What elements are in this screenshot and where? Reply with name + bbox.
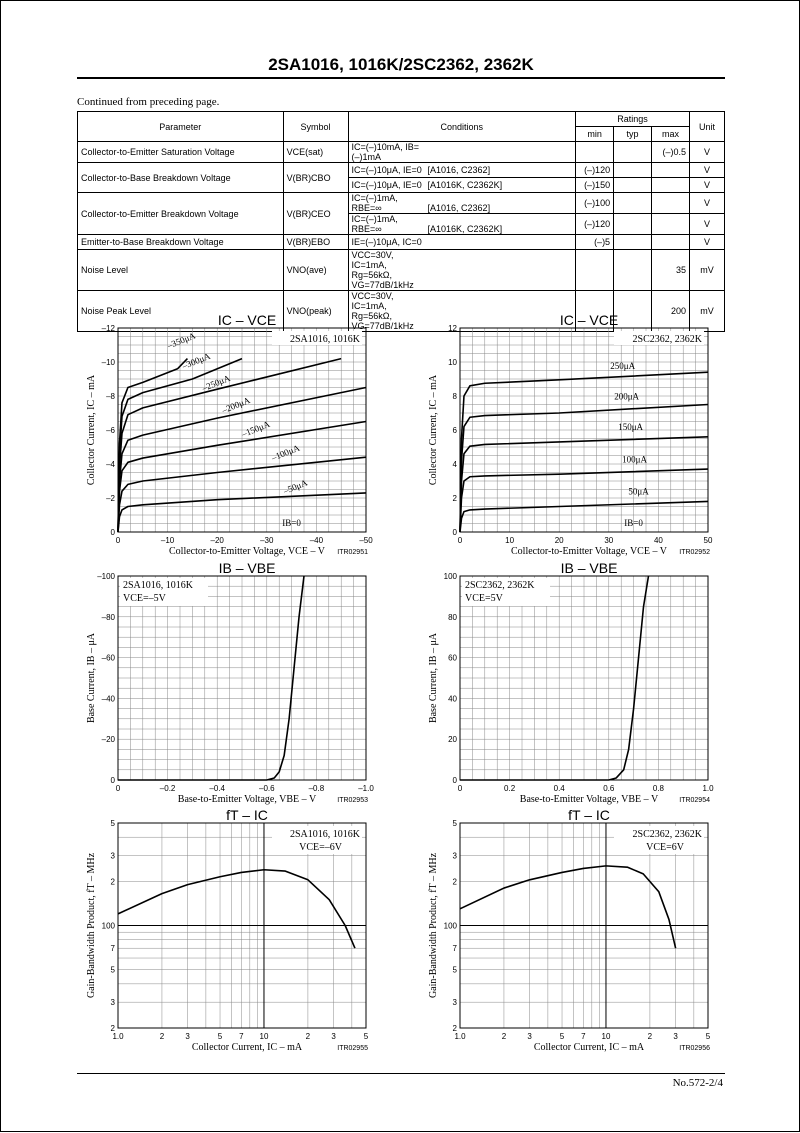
condition-text: IC=(–)10μA, IE=0 bbox=[351, 165, 422, 175]
y-tick-label: 5 bbox=[110, 819, 115, 828]
y-tick-label: –10 bbox=[101, 358, 115, 367]
x-tick-label: 7 bbox=[581, 1032, 586, 1041]
cell-min: (–)150 bbox=[576, 178, 614, 193]
x-axis-label: Base-to-Emitter Voltage, VBE – V bbox=[519, 794, 659, 805]
x-tick-label: 10 bbox=[601, 1032, 611, 1041]
condition-label: VCE=5V bbox=[465, 593, 503, 604]
y-tick-label: 0 bbox=[110, 528, 115, 537]
page-number: No.572-2/4 bbox=[672, 1077, 723, 1089]
x-tick-label: 1.0 bbox=[454, 1032, 466, 1041]
condition-part: [A1016, C2362] bbox=[427, 203, 491, 213]
y-tick-label: –80 bbox=[101, 612, 115, 622]
x-tick-label: 0.8 bbox=[652, 784, 664, 793]
condition-text: VCC=30V, IC=1mA, Rg=56kΩ, VG=77dB/1kHz bbox=[351, 250, 414, 290]
cell-parameter: Collector-to-Emitter Saturation Voltage bbox=[78, 142, 284, 163]
x-tick-label: 0.2 bbox=[504, 784, 516, 793]
col-header-min: min bbox=[576, 127, 614, 142]
x-tick-label: –50 bbox=[359, 536, 373, 545]
condition-text: IC=(–)1mA, RBE=∞ bbox=[351, 214, 398, 234]
col-header-ratings: Ratings bbox=[576, 112, 690, 127]
x-tick-label: 5 bbox=[217, 1032, 223, 1041]
figure-code: ITR02955 bbox=[337, 1045, 368, 1052]
x-axis-label: Collector-to-Emitter Voltage, VCE – V bbox=[511, 546, 667, 557]
y-tick-label: –8 bbox=[106, 392, 115, 401]
x-tick-label: 7 bbox=[239, 1032, 244, 1041]
x-tick-label: –20 bbox=[210, 536, 224, 545]
x-tick-label: 10 bbox=[505, 536, 515, 545]
y-tick-label: 8 bbox=[452, 392, 457, 401]
y-tick-label: 10 bbox=[448, 358, 457, 367]
y-tick-label: 5 bbox=[452, 819, 457, 828]
cell-unit: V bbox=[689, 163, 724, 178]
cell-max: 35 bbox=[652, 250, 690, 291]
y-tick-label: 2 bbox=[452, 1024, 457, 1033]
condition-label: VCE=–5V bbox=[123, 593, 166, 604]
series-label: –200μA bbox=[220, 394, 252, 416]
y-tick-label: –6 bbox=[106, 426, 115, 435]
cell-min: (–)120 bbox=[576, 214, 614, 235]
y-tick-label: 2 bbox=[452, 877, 457, 887]
y-tick-label: 7 bbox=[110, 944, 115, 954]
cell-unit: V bbox=[689, 214, 724, 235]
cell-max: 200 bbox=[652, 291, 690, 332]
cell-unit: V bbox=[689, 142, 724, 163]
y-tick-label: –60 bbox=[101, 653, 115, 663]
col-header-unit: Unit bbox=[689, 112, 724, 142]
y-tick-label: 40 bbox=[448, 694, 457, 704]
series-label: –100μA bbox=[270, 442, 301, 463]
chart-title: IB – VBE bbox=[218, 560, 276, 576]
x-tick-label: –0.4 bbox=[209, 784, 225, 793]
y-tick-label: 3 bbox=[452, 998, 457, 1008]
cell-parameter: Collector-to-Base Breakdown Voltage bbox=[78, 163, 284, 193]
condition-text: IC=(–)1mA, RBE=∞ bbox=[351, 193, 398, 213]
x-tick-label: 50 bbox=[703, 536, 713, 545]
y-axis-label: Collector Current, IC – mA bbox=[86, 374, 97, 486]
cell-symbol: VCE(sat) bbox=[283, 142, 348, 163]
x-axis-label: Collector-to-Emitter Voltage, VCE – V bbox=[169, 546, 325, 557]
chart-title: IC – VCE bbox=[217, 312, 277, 328]
cell-min: (–)100 bbox=[576, 193, 614, 214]
figure-code: ITR02954 bbox=[679, 797, 710, 804]
figure-code: ITR02951 bbox=[337, 549, 368, 556]
condition-text: IE=(–)10μA, IC=0 bbox=[351, 237, 422, 247]
cell-unit: mV bbox=[689, 250, 724, 291]
series-label: 200μA bbox=[614, 391, 640, 402]
x-tick-label: 0 bbox=[115, 536, 121, 545]
x-tick-label: 1.0 bbox=[112, 1032, 124, 1041]
condition-text: IC=(–)10mA, IB=(–)1mA bbox=[351, 142, 420, 162]
y-tick-label: –20 bbox=[101, 735, 115, 745]
x-tick-label: 30 bbox=[604, 536, 614, 545]
chart-title: IB – VBE bbox=[560, 560, 618, 576]
x-tick-label: 5 bbox=[705, 1032, 711, 1041]
series-label: –250μA bbox=[200, 372, 232, 394]
series-label: –150μA bbox=[240, 418, 272, 440]
series-label: 250μA bbox=[610, 360, 636, 371]
y-tick-label: 100 bbox=[101, 921, 115, 931]
y-tick-label: 100 bbox=[443, 572, 457, 581]
series-label: 50μA bbox=[628, 486, 649, 497]
x-tick-label: –0.2 bbox=[159, 784, 176, 793]
figure-code: ITR02956 bbox=[679, 1045, 710, 1052]
y-tick-label: 20 bbox=[448, 735, 457, 745]
base-current-label: IB=0 bbox=[282, 518, 301, 528]
footer-rule bbox=[77, 1073, 725, 1074]
cell-symbol: V(BR)CBO bbox=[283, 163, 348, 193]
y-tick-label: 2 bbox=[452, 494, 457, 503]
y-tick-label: 80 bbox=[448, 612, 457, 622]
y-axis-label: Base Current, IB – μA bbox=[428, 632, 439, 724]
series-label: –50μA bbox=[282, 477, 309, 497]
x-tick-label: –0.8 bbox=[308, 784, 325, 793]
col-header-conditions: Conditions bbox=[348, 112, 576, 142]
col-header-parameter: Parameter bbox=[78, 112, 284, 142]
cell-unit: V bbox=[689, 193, 724, 214]
y-tick-label: 0 bbox=[452, 528, 457, 537]
figure-code: ITR02952 bbox=[679, 549, 710, 556]
col-header-max: max bbox=[652, 127, 690, 142]
device-label: 2SC2362, 2362K bbox=[632, 334, 702, 345]
y-tick-label: 0 bbox=[110, 776, 115, 785]
cell-parameter: Emitter-to-Base Breakdown Voltage bbox=[78, 235, 284, 250]
y-tick-label: 6 bbox=[452, 426, 457, 435]
x-tick-label: 2 bbox=[647, 1032, 653, 1041]
cell-symbol: VNO(ave) bbox=[283, 250, 348, 291]
y-axis-label: Base Current, IB – μA bbox=[86, 632, 97, 724]
cell-unit: V bbox=[689, 178, 724, 193]
y-tick-label: 60 bbox=[448, 653, 457, 663]
y-axis-label: Gain-Bandwidth Product, fT – MHz bbox=[86, 852, 97, 999]
condition-label: VCE=–6V bbox=[299, 842, 342, 853]
series-label: –350μA bbox=[165, 330, 197, 351]
x-tick-label: 5 bbox=[363, 1032, 369, 1041]
x-tick-label: 0 bbox=[457, 784, 463, 793]
y-tick-label: 2 bbox=[110, 877, 115, 887]
x-tick-label: 20 bbox=[554, 536, 564, 545]
x-axis-label: Collector Current, IC – mA bbox=[533, 1042, 645, 1053]
x-tick-label: –30 bbox=[260, 536, 274, 545]
x-tick-label: 0.6 bbox=[603, 784, 615, 793]
cell-symbol: V(BR)CEO bbox=[283, 193, 348, 235]
y-tick-label: 3 bbox=[452, 851, 457, 861]
y-tick-label: 7 bbox=[452, 944, 457, 954]
device-label: 2SA1016, 1016K bbox=[289, 829, 360, 840]
x-tick-label: 40 bbox=[653, 536, 663, 545]
device-label: 2SA1016, 1016K bbox=[289, 334, 360, 345]
x-tick-label: 10 bbox=[259, 1032, 269, 1041]
x-tick-label: –40 bbox=[309, 536, 324, 545]
base-current-label: IB=0 bbox=[624, 518, 643, 528]
series-label: 150μA bbox=[618, 422, 644, 432]
col-header-symbol: Symbol bbox=[283, 112, 348, 142]
cell-min: (–)120 bbox=[576, 163, 614, 178]
cell-symbol: V(BR)EBO bbox=[283, 235, 348, 250]
y-tick-label: 5 bbox=[452, 965, 457, 975]
x-tick-label: –10 bbox=[160, 536, 175, 545]
y-tick-label: 12 bbox=[448, 324, 457, 333]
cell-unit: mV bbox=[689, 291, 724, 332]
series-label: –300μA bbox=[180, 350, 212, 372]
condition-text: VCC=30V, IC=1mA, Rg=56kΩ, VG=77dB/1kHz bbox=[351, 291, 414, 331]
cell-parameter: Noise Peak Level bbox=[78, 291, 284, 332]
chart-title: fT – IC bbox=[568, 807, 610, 823]
x-tick-label: 3 bbox=[331, 1032, 336, 1041]
y-tick-label: 0 bbox=[452, 776, 457, 785]
condition-label: VCE=6V bbox=[646, 842, 684, 853]
y-tick-label: 3 bbox=[110, 998, 115, 1008]
x-tick-label: 2 bbox=[159, 1032, 165, 1041]
condition-part: [A1016K, C2362K] bbox=[427, 224, 503, 234]
y-tick-label: –12 bbox=[101, 324, 115, 333]
figure-code: ITR02953 bbox=[337, 797, 368, 804]
y-axis-label: Collector Current, IC – mA bbox=[428, 374, 439, 486]
page-title: 2SA1016, 1016K/2SC2362, 2362K bbox=[268, 55, 534, 74]
x-axis-label: Collector Current, IC – mA bbox=[191, 1042, 303, 1053]
y-tick-label: –100 bbox=[97, 572, 115, 581]
condition-text: IC=(–)10μA, IE=0 bbox=[351, 180, 422, 190]
device-label: 2SC2362, 2362K bbox=[465, 580, 535, 591]
y-tick-label: –40 bbox=[101, 694, 115, 704]
condition-part: [A1016K, C2362K] bbox=[427, 180, 503, 190]
device-label: 2SA1016, 1016K bbox=[123, 580, 194, 591]
chart-title: IC – VCE bbox=[559, 312, 619, 328]
y-tick-label: –2 bbox=[106, 494, 115, 503]
x-tick-label: 3 bbox=[185, 1032, 190, 1041]
y-tick-label: –4 bbox=[106, 460, 115, 469]
series-label: 100μA bbox=[622, 454, 648, 465]
cell-unit: V bbox=[689, 235, 724, 250]
y-tick-label: 5 bbox=[110, 965, 115, 975]
cell-symbol: VNO(peak) bbox=[283, 291, 348, 332]
x-tick-label: 1.0 bbox=[702, 784, 714, 793]
x-tick-label: 3 bbox=[527, 1032, 532, 1041]
x-tick-label: 0 bbox=[457, 536, 463, 545]
y-tick-label: 3 bbox=[110, 851, 115, 861]
y-tick-label: 2 bbox=[110, 1024, 115, 1033]
cell-min: (–)5 bbox=[576, 235, 614, 250]
y-axis-label: Gain-Bandwidth Product, fT – MHz bbox=[428, 852, 439, 999]
condition-part: [A1016, C2362] bbox=[427, 165, 491, 175]
x-tick-label: 5 bbox=[559, 1032, 565, 1041]
series-line bbox=[460, 866, 676, 948]
x-tick-label: –1.0 bbox=[358, 784, 374, 793]
x-tick-label: 3 bbox=[673, 1032, 678, 1041]
x-tick-label: 0 bbox=[115, 784, 121, 793]
x-tick-label: –0.6 bbox=[259, 784, 275, 793]
cell-max: (–)0.5 bbox=[652, 142, 690, 163]
cell-parameter: Collector-to-Emitter Breakdown Voltage bbox=[78, 193, 284, 235]
x-axis-label: Base-to-Emitter Voltage, VBE – V bbox=[177, 794, 317, 805]
chart-title: fT – IC bbox=[226, 807, 268, 823]
continued-note: Continued from preceding page. bbox=[77, 96, 220, 108]
x-tick-label: 2 bbox=[305, 1032, 311, 1041]
device-label: 2SC2362, 2362K bbox=[632, 829, 702, 840]
col-header-typ: typ bbox=[614, 127, 652, 142]
characteristic-charts bbox=[1, 1, 800, 1133]
x-tick-label: 2 bbox=[501, 1032, 507, 1041]
x-tick-label: 0.4 bbox=[553, 784, 565, 793]
cell-parameter: Noise Level bbox=[78, 250, 284, 291]
y-tick-label: 100 bbox=[443, 921, 457, 931]
y-tick-label: 4 bbox=[452, 460, 457, 469]
